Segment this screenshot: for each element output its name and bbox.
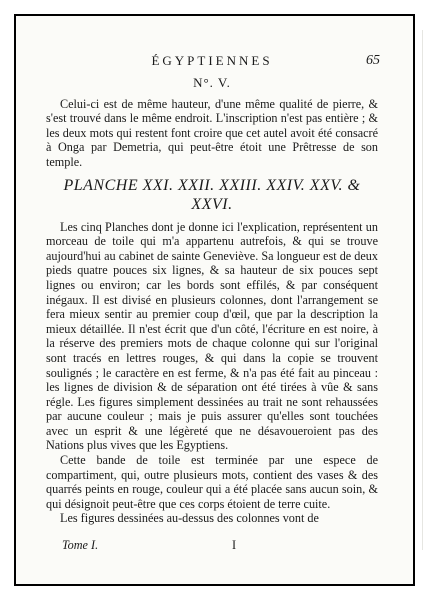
body-paragraph-3: Les figures dessinées au-dessus des colonnes vont de [60,511,319,526]
running-title: ÉGYPTIENNES [151,53,273,68]
section-label: N°. V. [193,75,231,90]
page-number: 65 [366,53,380,68]
page-edge [422,30,423,550]
signature-mark: I [232,538,237,552]
body-paragraph-2: Cette bande de toile est terminée par une espece de compartiment, qui, outre plusieurs mots, contient des vases & des quarrés peints en rouge, couleur qui a été placée sans aucun soin, & qui désignoit peut-être que ces corps étoient de terre cuite. [46,453,378,511]
body-paragraph-1: Les cinq Planches dont je donne ici l'explication, représentent un morceau de toile qui m'a appartenu autrefois, & qui se trouve aujourd'hui au cabinet de sainte Geneviève. Sa longueur est de deux pieds quatre pouces six lignes, & sa hauteur de six pouces sept lignes ou environ; car les bords sont effilés, & par conséquent inégaux. Il est divisé en plusieurs colonnes, dont l'arrangement se fera mieux sentir au premier coup d'œil, que par la description la mieux détaillée. Il n'est écrit que d'un côté, l'écriture en est noire, à la réserve des premiers mots de chaque colonne qui sur l'original sont tracés en lettres rouges, & qui dans la copie se trouvent soulignés ; le caractère en est ferme, & n'a pas été fait au pinceau : les lignes de division & de séparation ont été tirées à vûe & sans régle. Les figures simplement dessinées au trait ne sont rehaussées par aucune couleur ; mais je puis assurer qu'elles sont touchées avec un esprit & une légèreté que ne désavoueroient pas des Nations plus vives que les Egyptiens. [46,219,378,453]
intro-paragraph: Celui-ci est de même hauteur, d'une même qualité de pierre, & s'est trouvé dans le même endroit. L'inscription n'est pas entière ; & les deux mots qui restent font croire que cet autel avoit été consacré à Onga par Demetria, qui peut-être étoit une Prêtresse de son temple. [46,96,378,169]
page-body [46,42,378,526]
volume-signature: Tome I. [62,538,99,552]
running-head [46,54,378,72]
plate-title: PLANCHE XXI. XXII. XXIII. XXIV. XXV. & XXVI. [63,176,361,213]
